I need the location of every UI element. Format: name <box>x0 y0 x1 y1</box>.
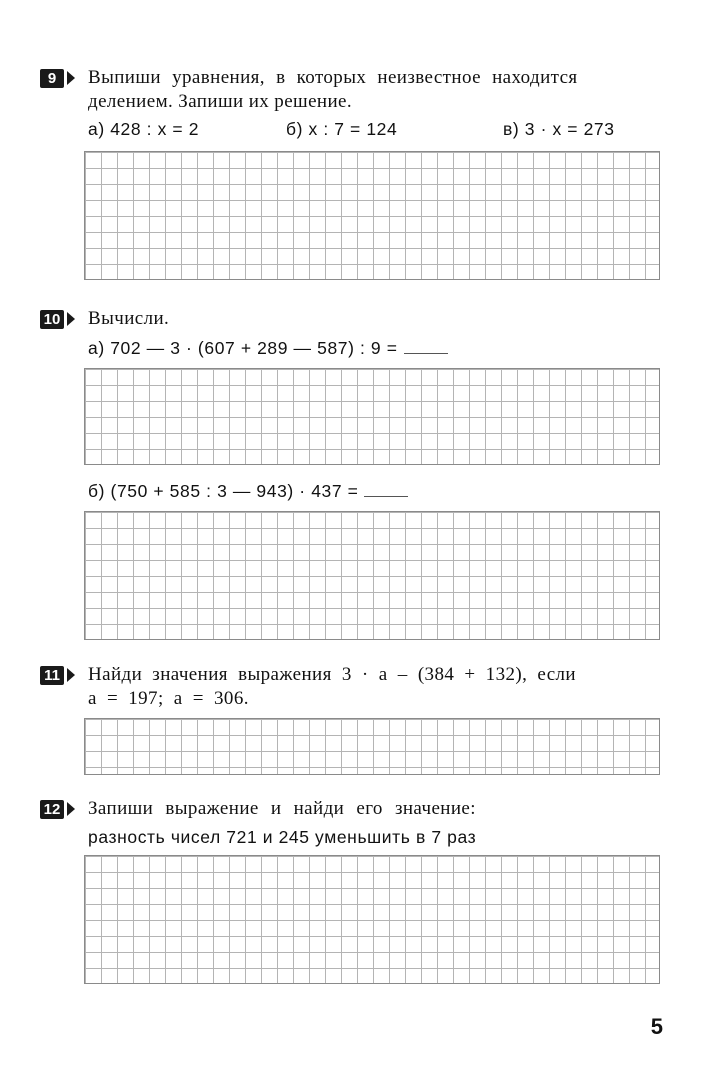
answer-grid-9[interactable] <box>84 151 660 280</box>
task-number-badge-9: 9 <box>40 69 64 88</box>
task-number-badge-10: 10 <box>40 310 64 329</box>
task-9-text-line1: Выпиши уравнения, в которых неизвестное находится <box>88 67 578 88</box>
task-number-badge-12: 12 <box>40 800 64 819</box>
task-11-text-line2: a = 197; a = 306. <box>88 688 249 709</box>
task-9-equation-c: в) 3 · x = 273 <box>503 119 615 139</box>
task-9-text-line2: делением. Запиши их решение. <box>88 91 353 112</box>
task-9-equation-b: б) x : 7 = 124 <box>286 119 398 139</box>
answer-blank-10b[interactable] <box>364 496 408 497</box>
answer-grid-11[interactable] <box>84 718 660 775</box>
task-number-badge-11: 11 <box>40 666 64 685</box>
answer-grid-10a[interactable] <box>84 368 660 465</box>
task-12-text: Запиши выражение и найди его значение: <box>88 798 476 819</box>
answer-grid-10b[interactable] <box>84 511 660 640</box>
page-number: 5 <box>650 1014 663 1039</box>
task-9-equation-a: а) 428 : x = 2 <box>88 119 200 139</box>
task-12-subtext: разность чисел 721 и 245 уменьшить в 7 раз <box>88 827 477 847</box>
task-10-text: Вычисли. <box>88 308 170 329</box>
task-10-expression-b: б) (750 + 585 : 3 — 943) · 437 = <box>88 481 408 502</box>
task-11-text-line1: Найди значения выражения 3 · a – (384 + 132), если <box>88 664 576 685</box>
answer-grid-12[interactable] <box>84 855 660 984</box>
answer-blank-10a[interactable] <box>404 353 448 354</box>
task-10-expression-a: а) 702 — 3 · (607 + 289 — 587) : 9 = <box>88 338 448 359</box>
